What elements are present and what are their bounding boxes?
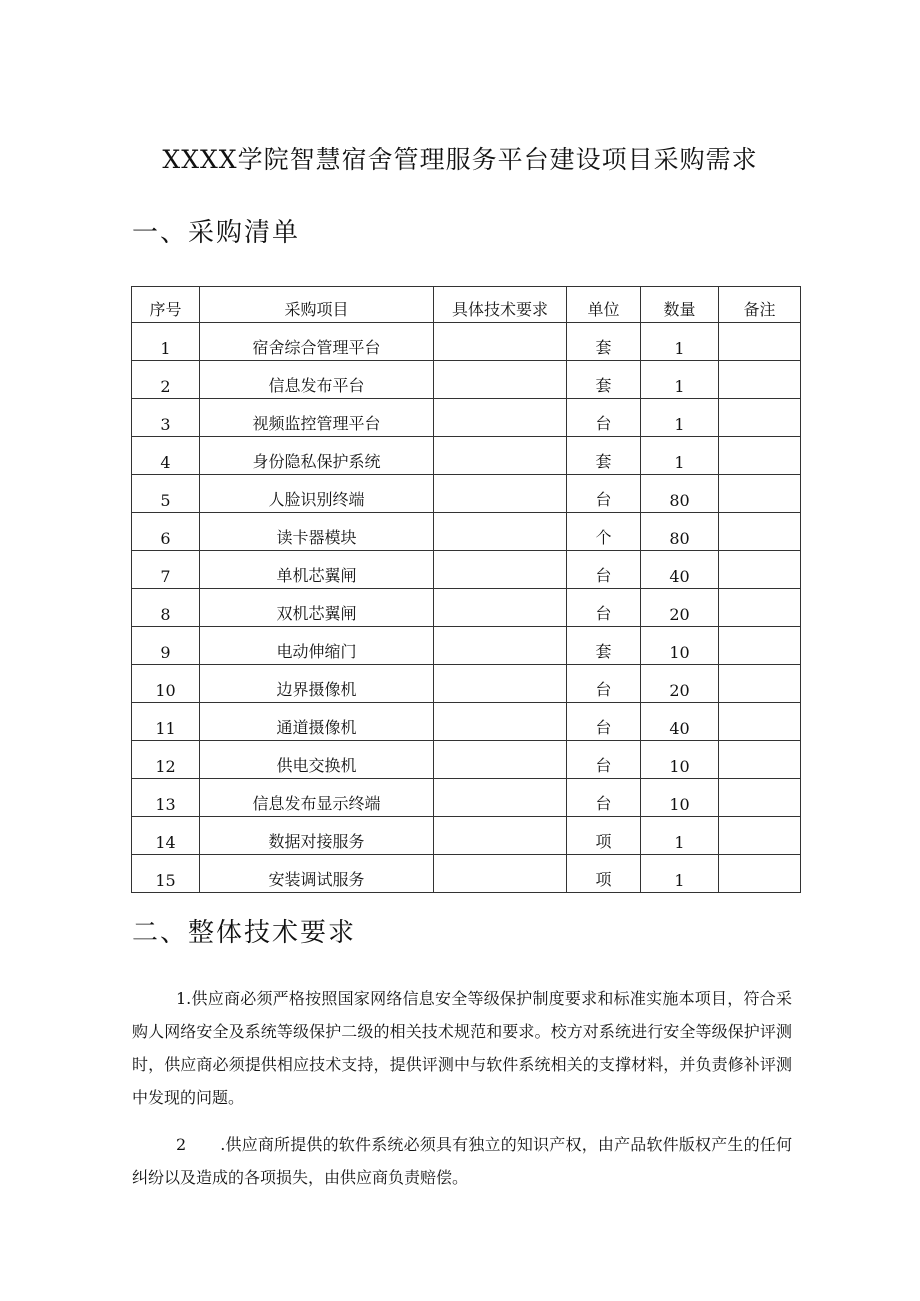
- cell-note: [719, 361, 801, 399]
- cell-no: 8: [132, 589, 200, 627]
- header-spec: 具体技术要求: [434, 287, 567, 323]
- cell-qty: 80: [641, 475, 719, 513]
- requirement-paragraph-1: [132, 982, 792, 1114]
- cell-unit: 台: [567, 741, 641, 779]
- cell-qty: 1: [641, 361, 719, 399]
- cell-unit: 项: [567, 855, 641, 893]
- cell-no: 7: [132, 551, 200, 589]
- section-heading-procurement-list: 一、采购清单: [132, 218, 301, 248]
- cell-no: 1: [132, 323, 200, 361]
- cell-item: 单机芯翼闸: [200, 551, 434, 589]
- cell-no: 10: [132, 665, 200, 703]
- cell-item: 读卡器模块: [200, 513, 434, 551]
- cell-note: [719, 589, 801, 627]
- cell-unit: 台: [567, 779, 641, 817]
- requirement-paragraph-2: [132, 1128, 792, 1194]
- cell-item: 身份隐私保护系统: [200, 437, 434, 475]
- cell-unit: 台: [567, 589, 641, 627]
- cell-qty: 40: [641, 551, 719, 589]
- cell-spec: [434, 323, 567, 361]
- table-row: [132, 741, 801, 779]
- cell-qty: 1: [641, 855, 719, 893]
- table-row: [132, 475, 801, 513]
- cell-qty: 20: [641, 665, 719, 703]
- section-heading-technical-requirements: 二、整体技术要求: [132, 918, 357, 948]
- cell-spec: [434, 475, 567, 513]
- cell-note: [719, 665, 801, 703]
- header-item: 采购项目: [200, 287, 434, 323]
- cell-item: 通道摄像机: [200, 703, 434, 741]
- cell-unit: 套: [567, 361, 641, 399]
- cell-spec: [434, 665, 567, 703]
- requirement-text-1: 1.供应商必须严格按照国家网络信息安全等级保护制度要求和标准实施本项目，符合采购人网络安全及系统等级保护二级的相关技术规范和要求。校方对系统进行安全等级保护评测时，供应商必须提供相应技术支持，提供评测中与软件系统相关的支撑材料，并负责修补评测中发现的问题。: [132, 989, 792, 1107]
- cell-note: [719, 703, 801, 741]
- table-row: [132, 779, 801, 817]
- cell-spec: [434, 817, 567, 855]
- cell-unit: 套: [567, 437, 641, 475]
- cell-spec: [434, 361, 567, 399]
- cell-unit: 台: [567, 703, 641, 741]
- cell-qty: 1: [641, 817, 719, 855]
- requirement-text-2: .供应商所提供的软件系统必须具有独立的知识产权，由产品软件版权产生的任何纠纷以及造成的各项损失，由供应商负责赔偿。: [132, 1135, 792, 1187]
- table-row: [132, 589, 801, 627]
- cell-spec: [434, 703, 567, 741]
- cell-note: [719, 741, 801, 779]
- cell-item: 供电交换机: [200, 741, 434, 779]
- cell-unit: 项: [567, 817, 641, 855]
- header-no: 序号: [132, 287, 200, 323]
- cell-unit: 套: [567, 323, 641, 361]
- header-note: 备注: [719, 287, 801, 323]
- cell-item: 安装调试服务: [200, 855, 434, 893]
- cell-no: 15: [132, 855, 200, 893]
- cell-no: 3: [132, 399, 200, 437]
- table-row: [132, 665, 801, 703]
- cell-spec: [434, 437, 567, 475]
- cell-note: [719, 855, 801, 893]
- cell-spec: [434, 513, 567, 551]
- cell-item: 人脸识别终端: [200, 475, 434, 513]
- cell-spec: [434, 551, 567, 589]
- cell-item: 数据对接服务: [200, 817, 434, 855]
- cell-qty: 10: [641, 779, 719, 817]
- table-row: [132, 817, 801, 855]
- cell-no: 5: [132, 475, 200, 513]
- cell-spec: [434, 855, 567, 893]
- cell-item: 信息发布平台: [200, 361, 434, 399]
- table-header-row: [132, 287, 801, 323]
- cell-item: 宿舍综合管理平台: [200, 323, 434, 361]
- cell-spec: [434, 589, 567, 627]
- cell-unit: 台: [567, 665, 641, 703]
- cell-note: [719, 437, 801, 475]
- table-row: [132, 399, 801, 437]
- cell-note: [719, 475, 801, 513]
- cell-qty: 20: [641, 589, 719, 627]
- cell-note: [719, 513, 801, 551]
- table-row: [132, 703, 801, 741]
- cell-qty: 40: [641, 703, 719, 741]
- cell-no: 6: [132, 513, 200, 551]
- cell-no: 13: [132, 779, 200, 817]
- cell-spec: [434, 627, 567, 665]
- document-title: XXXX学院智慧宿舍管理服务平台建设项目采购需求: [162, 145, 758, 174]
- cell-item: 视频监控管理平台: [200, 399, 434, 437]
- cell-unit: 个: [567, 513, 641, 551]
- requirement-number-2: 2: [176, 1135, 187, 1154]
- table-row: [132, 855, 801, 893]
- procurement-table: [131, 286, 801, 893]
- table-row: [132, 437, 801, 475]
- cell-no: 4: [132, 437, 200, 475]
- cell-note: [719, 551, 801, 589]
- cell-note: [719, 779, 801, 817]
- cell-note: [719, 399, 801, 437]
- cell-no: 12: [132, 741, 200, 779]
- cell-qty: 10: [641, 627, 719, 665]
- cell-spec: [434, 399, 567, 437]
- cell-unit: 套: [567, 627, 641, 665]
- cell-qty: 1: [641, 437, 719, 475]
- table-row: [132, 627, 801, 665]
- cell-item: 信息发布显示终端: [200, 779, 434, 817]
- cell-unit: 台: [567, 475, 641, 513]
- cell-note: [719, 323, 801, 361]
- cell-unit: 台: [567, 399, 641, 437]
- table-row: [132, 323, 801, 361]
- cell-unit: 台: [567, 551, 641, 589]
- cell-spec: [434, 741, 567, 779]
- header-qty: 数量: [641, 287, 719, 323]
- cell-no: 11: [132, 703, 200, 741]
- cell-qty: 10: [641, 741, 719, 779]
- table-row: [132, 361, 801, 399]
- cell-no: 2: [132, 361, 200, 399]
- cell-qty: 1: [641, 399, 719, 437]
- cell-note: [719, 817, 801, 855]
- cell-note: [719, 627, 801, 665]
- cell-no: 14: [132, 817, 200, 855]
- table-row: [132, 513, 801, 551]
- cell-spec: [434, 779, 567, 817]
- table-row: [132, 551, 801, 589]
- cell-item: 边界摄像机: [200, 665, 434, 703]
- cell-no: 9: [132, 627, 200, 665]
- header-unit: 单位: [567, 287, 641, 323]
- cell-item: 双机芯翼闸: [200, 589, 434, 627]
- cell-qty: 80: [641, 513, 719, 551]
- cell-item: 电动伸缩门: [200, 627, 434, 665]
- cell-qty: 1: [641, 323, 719, 361]
